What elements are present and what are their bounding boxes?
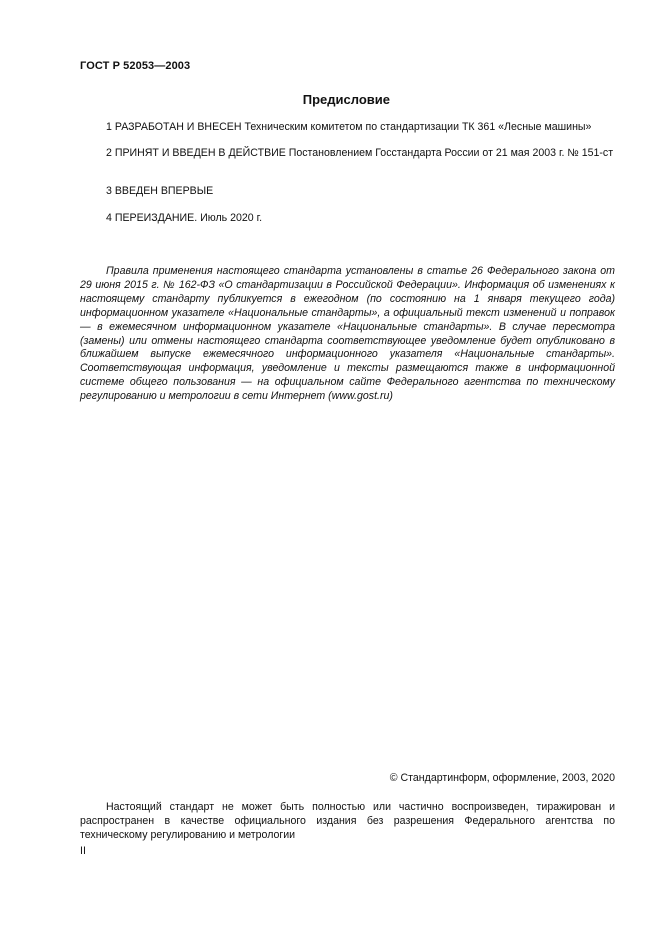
paragraph-developed: [80, 120, 615, 134]
paragraph-text: 1 РАЗРАБОТАН И ВНЕСЕН Техническим комитетом по стандартизации ТК 361 «Лесные машины»: [106, 121, 592, 133]
page-title: [80, 92, 612, 107]
paragraph-text: 4 ПЕРЕИЗДАНИЕ. Июль 2020 г.: [106, 212, 263, 224]
reproduction-rights-notice: [80, 800, 615, 842]
standard-id-header: ГОСТ Р 52053—2003: [80, 60, 191, 72]
copyright-line: © Стандартинформ, оформление, 2003, 2020: [389, 772, 615, 784]
application-rules-notice: [80, 265, 615, 404]
paragraph-text: 3 ВВЕДЕН ВПЕРВЫЕ: [106, 185, 214, 197]
paragraph-reissue: [80, 211, 615, 225]
page-number: II: [80, 845, 86, 857]
paragraph-first-introduced: [80, 184, 615, 198]
paragraph-text: 2 ПРИНЯТ И ВВЕДЕН В ДЕЙСТВИЕ Постановлением Госстандарта России от 21 мая 2003 г. № 151-ст: [106, 147, 614, 159]
foreword-title: Предисловие: [302, 92, 390, 107]
paragraph-adopted: [80, 146, 615, 160]
rights-text: Настоящий стандарт не может быть полностью или частично воспроизведен, тиражирован и распространен в качестве официального издания без разрешения Федерального агентства по техническому регулированию и метрологии: [80, 801, 615, 841]
notice-text: Правила применения настоящего стандарта установлены в статье 26 Федерального закона от 29 июня 2015 г. № 162-ФЗ «О стандартизации в Российской Федерации». Информация об изменениях к настоящему стандарту публикуется в ежегодном (по состоянию на 1 января текущего года) информационном указателе «Национальные стандарты», а официальный текст изменений и поправок — в ежемесячном информационном указателе «Национальные стандарты». В случае пересмотра (замены) или отмены настоящего стандарта соответствующее уведомление будет опубликовано в ближайшем выпуске ежемесячного информационного указателя «Национальные стандарты». Соответствующая информация, уведомление и тексты размещаются также в информационной системе общего пользования — на официальном сайте Федерального агентства по техническому регулированию и метрологии в сети Интернет (www.gost.ru): [80, 265, 615, 403]
